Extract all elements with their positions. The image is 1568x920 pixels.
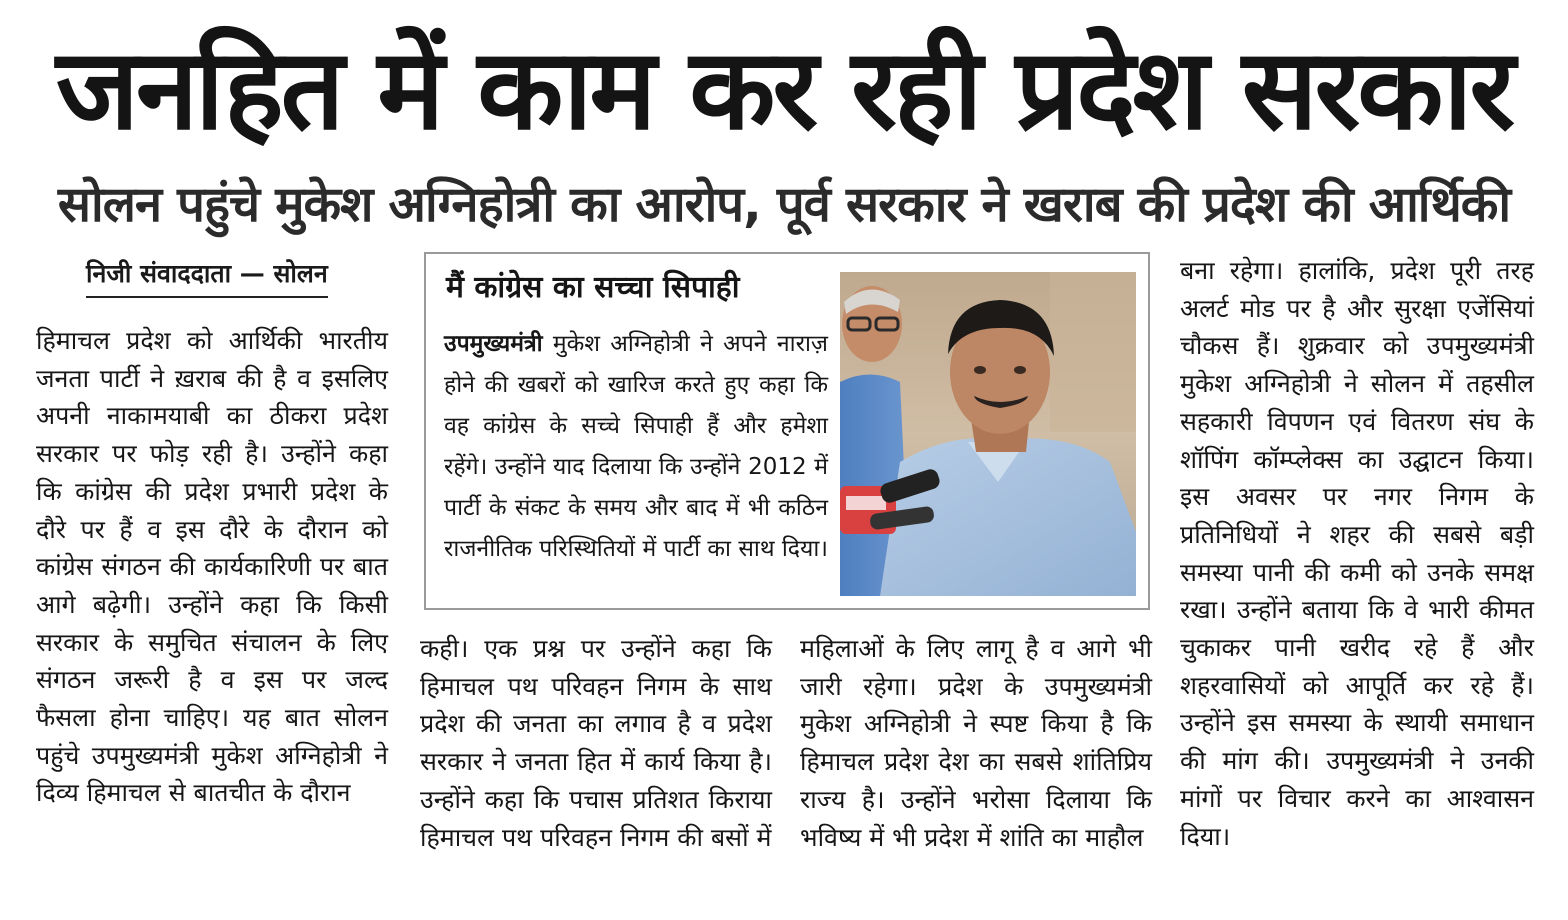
- sidebar-box-body: मुकेश अग्निहोत्री ने अपने नाराज़ होने की खबरों को खारिज करते हुए कहा कि वह कांग्रेस के सच्चे सिपाही हैं और हमेशा रहेंगे। उन्होंने याद दिलाया कि उन्होंने 2012 में पार्टी के संकट के समय और बाद में भी कठिन राजनीतिक परिस्थितियों में पार्टी का साथ दिया।: [444, 331, 829, 562]
- article-column-2-text: कही। एक प्रश्न पर उन्होंने कहा कि हिमाचल पथ परिवहन निगम के साथ प्रदेश की जनता का लगाव है व प्रदेश सरकार ने जनता हित में कार्य किया है। उन्होंने कहा कि पचास प्रतिशत किराया हिमाचल पथ परिवहन निगम की बसों में: [420, 634, 772, 852]
- sidebar-box-text: [444, 324, 828, 570]
- article-column-4: [1180, 252, 1534, 855]
- headline: जनहित में काम कर रही प्रदेश सरकार: [55, 25, 1513, 155]
- article-column-4-text: बना रहेगा। हालांकि, प्रदेश पूरी तरह अलर्ट मोड पर है और सुरक्षा एजेंसियां चौकस हैं। शुक्रवार को उपमुख्यमंत्री मुकेश अग्निहोत्री ने सोलन में तहसील सहकारी विपणन एवं वितरण संघ के शॉपिंग कॉम्प्लेक्स का उद्घाटन किया। इस अवसर पर नगर निगम के प्रतिनिधियों ने शहर की सबसे बड़ी समस्या पानी की कमी को उनके समक्ष रखा। उन्होंने बताया कि वे भारी कीमत चुकाकर पानी खरीद रहे हैं और शहरवासियों को आपूर्ति कर रहे हैं। उन्होंने इस समस्या के स्थायी समाधान की मांग की। उपमुख्यमंत्री ने उनकी मांगों पर विचार करने का आश्वासन दिया।: [1180, 256, 1534, 851]
- sidebar-box-lead: उपमुख्यमंत्री: [444, 331, 543, 357]
- article-column-1-text: हिमाचल प्रदेश को आर्थिकी भारतीय जनता पार्टी ने ख़राब की है व इसलिए अपनी नाकामयाबी का ठीकरा प्रदेश सरकार पर फोड़ रही है। उन्होंने कहा कि कांग्रेस की प्रदेश प्रभारी प्रदेश के दौरे पर हैं व इस दौरे के दौरान को कांग्रेस संगठन की कार्यकारिणी पर बात आगे बढ़ेगी। उन्होंने कहा कि किसी सरकार के समुचित संचालन के लिए संगठन जरूरी है व इस पर जल्द फैसला होना चाहिए। यह बात सोलन पहुंचे उपमुख्यमंत्री मुकेश अग्निहोत्री ने दिव्य हिमाचल से बातचीत के दौरान: [36, 326, 388, 808]
- byline: निजी संवाददाता — सोलन: [86, 256, 328, 298]
- sidebar-box: [424, 252, 1150, 610]
- sidebar-box-title: मैं कांग्रेस का सच्चा सिपाही: [446, 270, 740, 305]
- news-photo-illustration: [840, 272, 1136, 596]
- subheadline: सोलन पहुंचे मुकेश अग्निहोत्री का आरोप, पूर्व सरकार ने खराब की प्रदेश की आर्थिकी: [57, 176, 1511, 233]
- news-photo: [840, 272, 1136, 596]
- article-column-3: [800, 630, 1152, 856]
- article-column-2: [420, 630, 772, 856]
- article-column-3-text: महिलाओं के लिए लागू है व आगे भी जारी रहेगा। प्रदेश के उपमुख्यमंत्री मुकेश अग्निहोत्री ने स्पष्ट किया है कि हिमाचल प्रदेश देश का सबसे शांतिप्रिय राज्य है। उन्होंने भरोसा दिलाया कि भविष्य में भी प्रदेश में शांति का माहौल: [800, 634, 1152, 852]
- article-column-1: [36, 322, 388, 812]
